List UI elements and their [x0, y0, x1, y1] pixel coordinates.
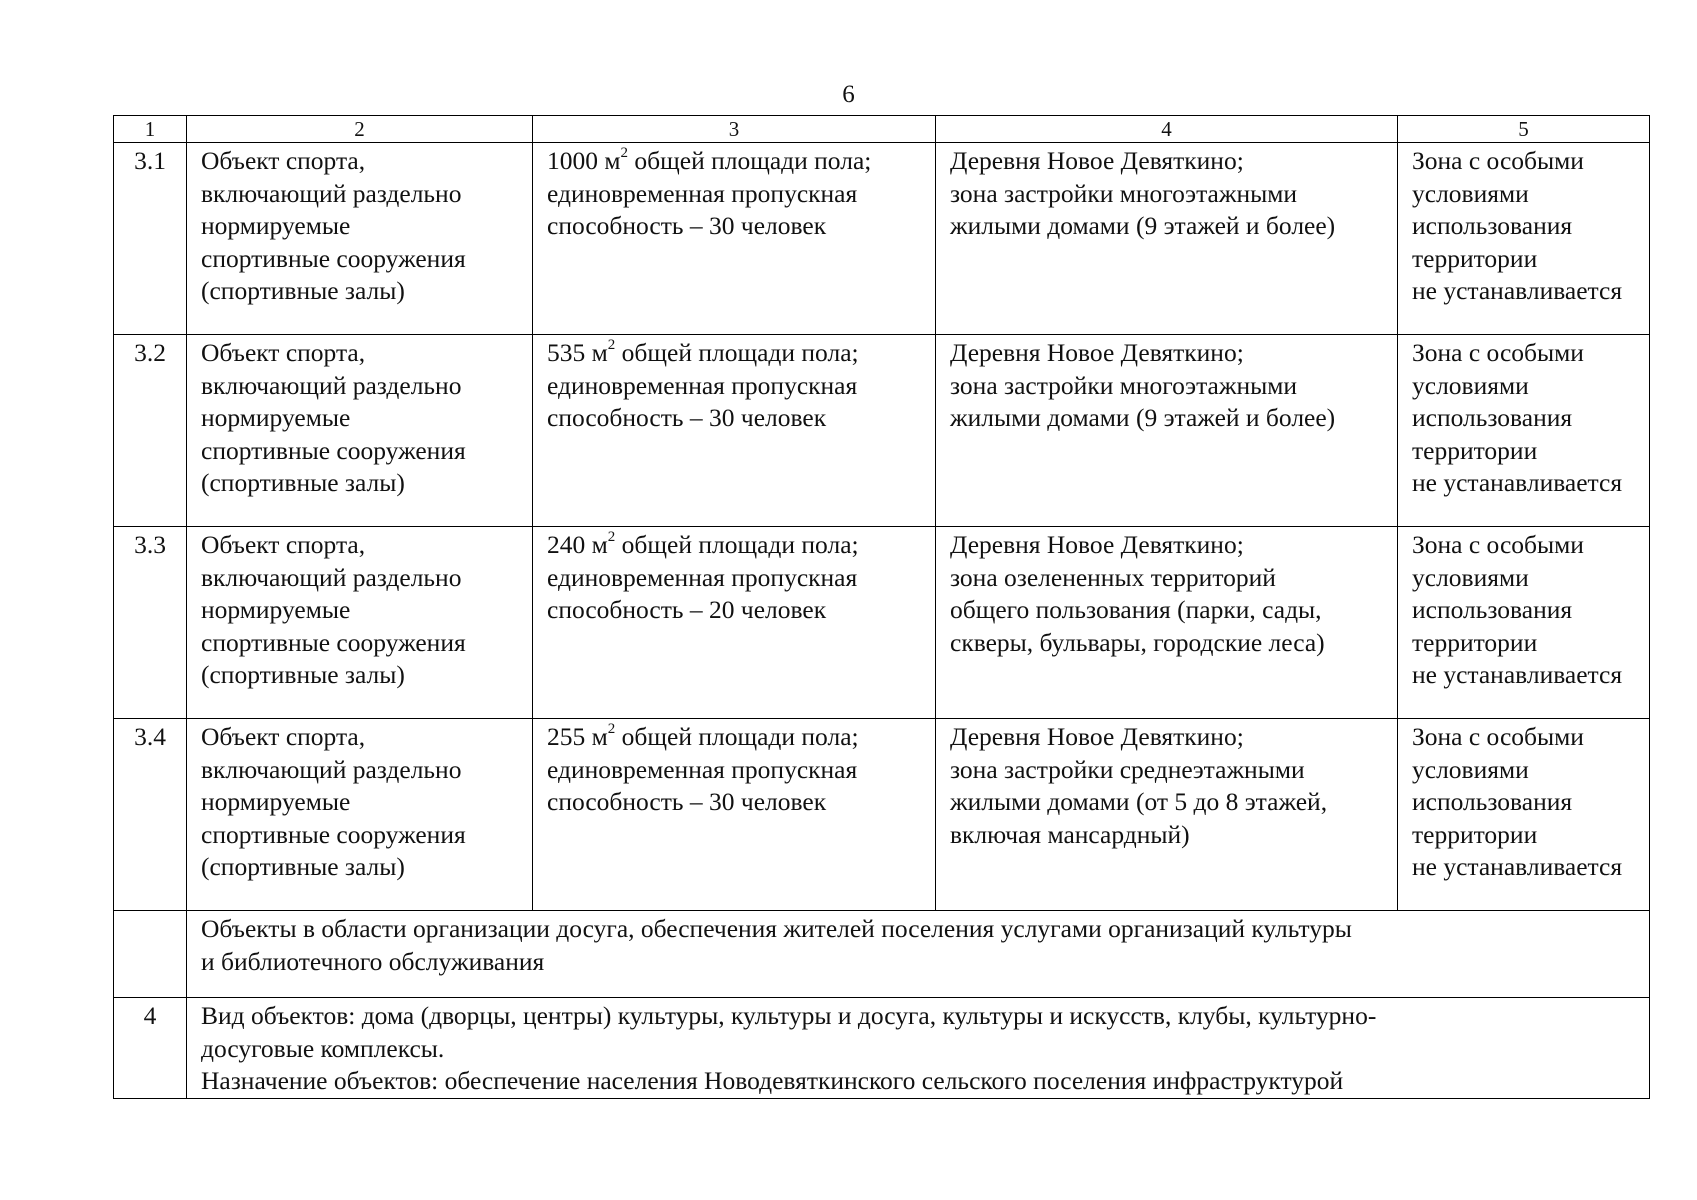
object-description: Объект спорта, включающий раздельно нормируемые спортивные сооружения (спортивные залы)	[187, 719, 533, 911]
object-capacity: 255 $м^2$ общей площади пола; единовременная пропускная способность – 30 человек	[533, 719, 936, 911]
object-location: Деревня Новое Девяткино; зона застройки многоэтажными жилыми домами (9 этажей и более)	[936, 143, 1398, 335]
column-header: 1	[114, 116, 187, 143]
object-capacity: 535 $м^2$ общей площади пола; единовременная пропускная способность – 30 человек	[533, 335, 936, 527]
category-row	[114, 911, 1650, 998]
object-capacity: 1000 $м^2$ общей площади пола; единовременная пропускная способность – 30 человек	[533, 143, 936, 335]
object-type-description: Вид объектов: дома (дворцы, центры) культуры, культуры и досуга, культуры и искусств, клубы, культурно- досуговые комплексы. Назначение объектов: обеспечение населения Новодевяткинского сельского поселения инфраструктурой	[187, 998, 1650, 1099]
row-number: 3.3	[114, 527, 187, 719]
column-header: 2	[187, 116, 533, 143]
table-row	[114, 527, 1650, 719]
page-number: 6	[842, 81, 855, 108]
table-row	[114, 719, 1650, 911]
object-description: Объект спорта, включающий раздельно нормируемые спортивные сооружения (спортивные залы)	[187, 527, 533, 719]
object-location: Деревня Новое Девяткино; зона застройки среднеэтажными жилыми домами (от 5 до 8 этажей, включая мансардный)	[936, 719, 1398, 911]
row-number: 3.4	[114, 719, 187, 911]
row-number: 3.2	[114, 335, 187, 527]
object-capacity: 240 $м^2$ общей площади пола; единовременная пропускная способность – 20 человек	[533, 527, 936, 719]
facilities-table	[113, 115, 1650, 1099]
table-row	[114, 998, 1650, 1099]
special-zone: Зона с особыми условиями использования территории не устанавливается	[1398, 719, 1650, 911]
object-description: Объект спорта, включающий раздельно нормируемые спортивные сооружения (спортивные залы)	[187, 143, 533, 335]
object-location: Деревня Новое Девяткино; зона озелененных территорий общего пользования (парки, сады, скверы, бульвары, городские леса)	[936, 527, 1398, 719]
table-row	[114, 335, 1650, 527]
column-header: 4	[936, 116, 1398, 143]
row-number: 4	[114, 998, 187, 1099]
table-row	[114, 143, 1650, 335]
special-zone: Зона с особыми условиями использования территории не устанавливается	[1398, 335, 1650, 527]
object-description: Объект спорта, включающий раздельно нормируемые спортивные сооружения (спортивные залы)	[187, 335, 533, 527]
object-location: Деревня Новое Девяткино; зона застройки многоэтажными жилыми домами (9 этажей и более)	[936, 335, 1398, 527]
column-header: 3	[533, 116, 936, 143]
category-heading: Объекты в области организации досуга, обеспечения жителей поселения услугами организаций культуры и библиотечного обслуживания	[187, 911, 1650, 998]
empty-cell	[114, 911, 187, 998]
table-header-row	[114, 116, 1650, 143]
special-zone: Зона с особыми условиями использования территории не устанавливается	[1398, 527, 1650, 719]
special-zone: Зона с особыми условиями использования территории не устанавливается	[1398, 143, 1650, 335]
row-number: 3.1	[114, 143, 187, 335]
column-header: 5	[1398, 116, 1650, 143]
